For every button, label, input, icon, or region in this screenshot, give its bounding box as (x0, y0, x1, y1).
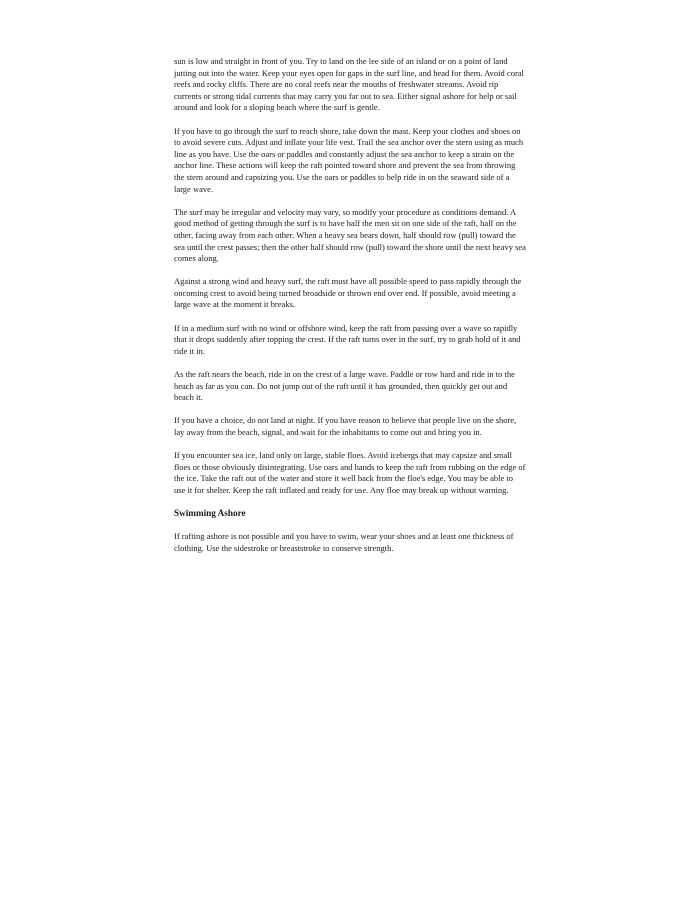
paragraph-through-surf: If you have to go through the surf to reach shore, take down the mast. Keep your clothes and shoes on to avoid severe cuts. Adjust and inflate your life vest. Trail the sea anchor over the stern using as much line as you have. Use the oars or paddles and constantly adjust the sea anchor to keep a strain on the anchor line. These actions will keep the raft pointed toward shore and prevent the sea from throwing the stern around and capsizing you. Use the oars or paddles to help ride in on the seaward side of a large wave. (174, 125, 524, 194)
document-page (174, 56, 526, 566)
paragraph-sea-ice: If you encounter sea ice, land only on large, stable floes. Avoid icebergs that may capsize and small floes or those obviously disintegrating. Use oars and hands to keep the raft from rubbing on the edge of the ice. Take the raft out of the water and store it well back from the floe's edge. You may be able to use it for shelter. Keep the raft inflated and ready for use. Any floe may break up without warning. (174, 450, 526, 495)
paragraph-irregular-surf: The surf may be irregular and velocity may vary, so modify your procedure as conditions demand. A good method of getting through the surf is to have half the men sit on one side of the raft, half on the other, facing away from each other. When a heavy sea bears down, half should row (pull) toward the sea until the crest passes; then the other half should row (pull) toward the shore until the next heavy sea comes along. (174, 206, 526, 264)
section-heading: Swimming Ashore (174, 508, 246, 519)
paragraph-strong-wind: Against a strong wind and heavy surf, the raft must have all possible speed to pass rapidly through the oncoming crest to avoid being turned broadside or thrown end over end. If possible, avoid meeting a large wave at the moment it breaks. (174, 276, 522, 310)
paragraph-medium-surf: If in a medium surf with no wind or offshore wind, keep the raft from passing over a wave so rapidly that it drops suddenly after topping the crest. If the raft turns over in the surf, try to grab hold of it and ride it in. (174, 322, 521, 356)
paragraph-nearing-beach: As the raft nears the beach, ride in on the crest of a large wave. Paddle or row hard and ride in to the beach as far as you can. Do not jump out of the raft until it has grounded, then quickly get out and beach it. (174, 369, 515, 403)
paragraph-swimming: If rafting ashore is not possible and you have to swim, wear your shoes and at least one thickness of clothing. Use the sidestroke or breaststroke to conserve strength. (174, 531, 514, 553)
paragraph-landing-site: sun is low and straight in front of you. Try to land on the lee side of an island or on a point of land jutting out into the water. Keep your eyes open for gaps in the surf line, and head for them. Avoid coral reefs and rocky cliffs. There are no coral reefs near the mouths of freshwater streams. Avoid rip currents or strong tidal currents that may carry you far out to sea. Either signal ashore for help or sail around and look for a sloping beach where the surf is gentle. (174, 56, 524, 113)
paragraph-night-landing: If you have a choice, do not land at night. If you have reason to believe that people live on the shore, lay away from the beach, signal, and wait for the inhabitants to come out and bring you in. (174, 415, 517, 437)
